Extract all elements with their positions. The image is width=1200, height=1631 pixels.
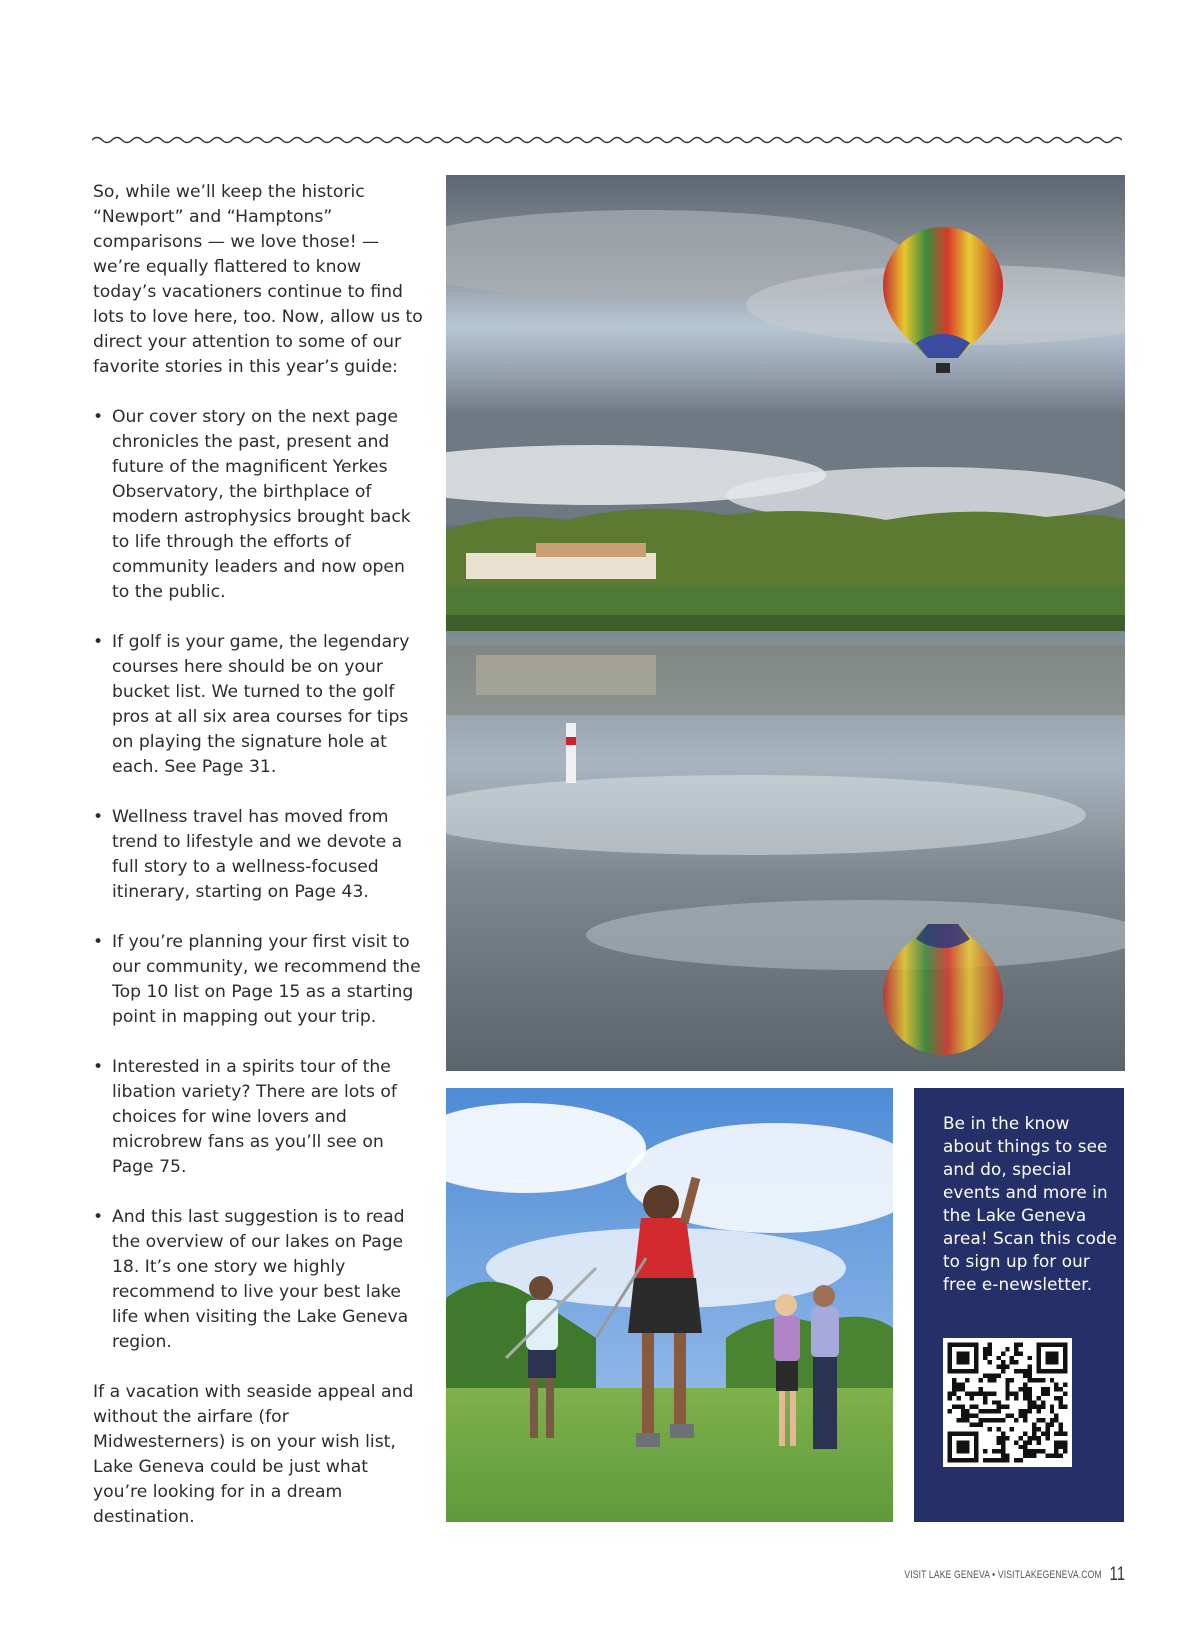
golfers-photo [446,1088,893,1522]
page-number: 11 [1109,1564,1125,1585]
wavy-divider [92,134,1122,146]
list-item: • And this last suggestion is to read the overview of our lakes on Page 18. It’s one story we highly recommend to live your best lake life when visiting the Lake Geneva region. [93,1205,423,1355]
list-item: • If you’re planning your first visit to our community, we recommend the Top 10 list on Page 15 as a starting point in mapping out your trip. [93,930,423,1030]
promo-text: Be in the know about things to see and do, special events and more in the Lake Geneva area! Scan this code to sign up for our free e-newsletter. [943,1113,1118,1294]
lake-balloon-photo [446,175,1125,1071]
story-list [93,405,423,1355]
intro-paragraph: So, while we’ll keep the historic “Newport” and “Hamptons” comparisons — we love those! — we’re equally flattered to know today’s vacationers continue to find lots to love here, too. Now, allow us to direct your attention to some of our favorite stories in this year’s guide: [93,182,423,377]
article-text-column [93,180,423,1555]
list-item: • Our cover story on the next page chronicles the past, present and future of the magnificent Yerkes Observatory, the birthplace of modern astrophysics brought back to life through the efforts of community leaders and now open to the public. [93,405,423,605]
footer-label: VISIT LAKE GENEVA • VISITLAKEGENEVA.COM [904,1569,1102,1581]
page-footer [904,1564,1125,1586]
list-item: • If golf is your game, the legendary courses here should be on your bucket list. We turned to the golf pros at all six area courses for tips on playing the signature hole at each. See Page 31. [93,630,423,780]
list-item: • Wellness travel has moved from trend to lifestyle and we devote a full story to a wellness-focused itinerary, starting on Page 43. [93,805,423,905]
newsletter-qr-code[interactable] [943,1338,1072,1467]
newsletter-promo-box [914,1088,1124,1522]
list-item: • Interested in a spirits tour of the libation variety? There are lots of choices for wine lovers and microbrew fans as you’ll see on Page 75. [93,1055,423,1180]
closing-paragraph: If a vacation with seaside appeal and without the airfare (for Midwesterners) is on your wish list, Lake Geneva could be just what you’re looking for in a dream destination. [93,1382,414,1527]
